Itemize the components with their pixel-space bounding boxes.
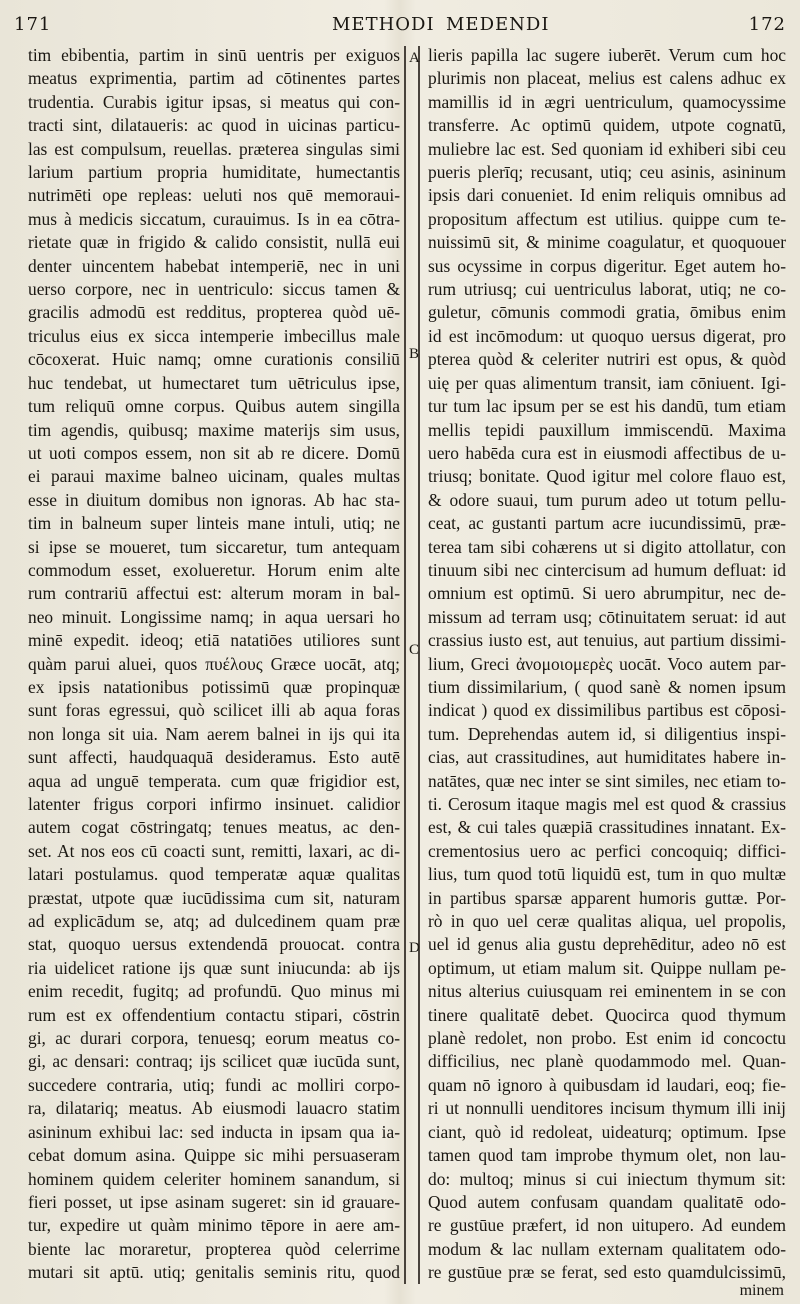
text-line: triusq; bonitate. Quod igitur mel colore flauo est, [428,466,786,487]
text-line: id est incōmodum: ut quoquo uersus digerat, pro [428,325,786,346]
text-line: terea tam sibi cohærens ut si digito attollatur, con [428,536,786,557]
text-line: cōcoxerat. Huic namq; omne curationis consiliū [28,349,400,370]
text-line: pueris plerīq; recusant, utiq; ceu asinis, asininum [428,162,786,183]
text-line: denter uincentem habebat intemperiē, nec in uni [28,255,400,276]
text-line: re gustūue præfert, id non uitupero. Ad eundem [428,1215,786,1236]
text-line: est, & cui tales quæpiā crassitudines innatant. Ex- [428,817,786,838]
text-line: tim ebibentia, partim in sinū uentris per exiguos [28,45,400,65]
text-line: rò in quo uel ceræ qualitas aliqua, uel propolis, [428,911,786,932]
text-line: trudentia. Curabis igitur ipsas, si meatus qui con- [28,91,400,112]
text-line: ciant, quò id redoleat, uideaturq; optimum. Ipse [428,1121,786,1142]
text-line: do: multoq; minus si cui iniectum thymum sit: [428,1168,786,1189]
text-line: rietate quæ in frigido & calido consistit, nullā eui [28,232,400,253]
text-line: nutrimēti ope repleas: ueluti nos quē memoraui- [28,185,400,206]
text-line: sunt affecti, haudquaquā desideramus. Esto autē [28,747,400,768]
text-line: pterea quòd & celeriter nutriri est opus, & quòd [428,349,786,370]
text-line: sunt foras egressui, quò scilicet illi ab aqua foras [28,700,400,721]
text-line: meatus exprimentia, partim ad cōtinentes partes [28,68,400,89]
text-line: non longa sit uia. Nam aerem balnei in ijs qui ita [28,723,400,744]
text-line: fieri posset, ut ipse asinam sugeret: sin id grauare- [28,1191,400,1212]
text-line: aqua ad unguē temperata. cum quæ frigidior est, [28,770,400,791]
text-line: mutari sit aptū. utiq; genitalis seminis ritu, quod [28,1262,400,1283]
text-line: lius, tum quod totū liquidū est, tum in quo multæ [428,864,786,885]
text-line: set. At nos eos cū coacti sunt, remitti, laxari, ac di- [28,840,400,861]
text-line: rum utriusq; cui uentriculus laborat, utiq; ne co- [428,279,786,300]
text-line: nitus alterius cuiusquam rei eminentem in se con [428,981,786,1002]
text-line: indicat ) quod ex dissimilibus partibus est cōposi- [428,700,786,721]
text-line: succedere contraria, utiq; fundi ac molliri corpo- [28,1074,400,1095]
text-line: ad explicādum se, atq; ad dulcedinem quam præ [28,911,400,932]
text-line: enim recedit, fugitq; ad profundū. Quo minus mi [28,981,400,1002]
text-line: difficilius, nec planè quodammodo mel. Quan- [428,1051,786,1072]
page-number-left: 171 [14,14,52,35]
text-line: tracti sint, dilataueris: ac quod in uicinas particu- [28,115,400,136]
text-line: ria uidelicet ratione ijs quæ sunt iniucunda: ab ijs [28,957,400,978]
text-line: missum ad terram usq; cōtinuitatem seruat: id aut [428,606,786,627]
text-line: ut uoti compos essem, non sit ab re dicere. Domū [28,442,400,463]
text-line: Quod autem confusam quandam qualitatē odo- [428,1191,786,1212]
text-line: mamillis id in ægri uentriculum, quamocyssime [428,91,786,112]
text-line: tum. Deprehendas autem id, si diligentius inspi- [428,723,786,744]
text-line: lieris papilla lac sugere iuberēt. Verum cum hoc [428,45,786,65]
catchword: minem [739,1282,784,1299]
text-line: tum reliquū omne corpus. Quibus autem singilla [28,396,400,417]
text-line: gi, ac durari corpora, tenuesq; eorum meatus co- [28,1028,400,1049]
text-line: crementosius uero ac perfici concoquiq; diffici- [428,840,786,861]
text-line: ex ipsis natationibus potissimū quæ propinquæ [28,676,400,697]
running-title-left: METHODI [332,14,435,35]
text-line: commodum esset, exolueretur. Horum enim alte [28,559,400,580]
text-line: uię per quas alimentum transit, iam cōniuent. Igi- [428,372,786,393]
text-line: tim agendis, quibusq; maxime materijs sim usus, [28,419,400,440]
text-line: quàm parui aluei, quos πυέλους Græce uocāt, atq; [28,653,400,674]
running-title-right: MEDENDI [446,14,550,35]
text-line: re gustūue præ se ferat, sed esto quamdulcissimū, [428,1262,786,1283]
text-line: uerso corpore, nec in uentriculo: siccus tamen & [28,279,400,300]
margin-letter-d: D [409,940,420,956]
text-line: in partibus sparsæ apparent humoris guttæ. Por- [428,887,786,908]
text-line: minē expedit. ideoq; etiā natatiōes utiliores sunt [28,630,400,651]
text-line: hominem quidem celeriter hominem sanandum, si [28,1168,400,1189]
text-line: tur tum lac ipsum per se est his dandū, tum etiam [428,396,786,417]
text-line: tim in balneum super linteis mane intuli, utiq; ne [28,513,400,534]
text-line: larium partium propria humiditate, humectantis [28,162,400,183]
text-line: omnium est optimū. Si uero abrumpitur, nec de- [428,583,786,604]
text-line: asininum exhibui lac: sed inducta in ipsam qua ia- [28,1121,400,1142]
text-line: guletur, cōmunis commodi gratia, ōmibus enim [428,302,786,323]
text-line: gracilis admodū est redditus, propterea quòd uē- [28,302,400,323]
text-line: nuissimū sit, & minime coagulatur, et quoquouer [428,232,786,253]
text-line: esse in diuitum domibus non ignoras. Ab hac sta- [28,489,400,510]
text-line: mus à medicis siccatum, curauimus. Is in ea cōtra- [28,208,400,229]
right-text-column [428,44,786,1284]
text-line: huc tendebat, ut humectaret tum uētriculus ipse, [28,372,400,393]
text-line: gi, ac densari: contraq; ijs scilicet quæ iucūda sunt, [28,1051,400,1072]
text-line: ra, dilatariq; meatus. Ab eiusmodi lauacro statim [28,1098,400,1119]
text-line: crassius iusto est, aut tenuius, aut partium dissimi- [428,630,786,651]
text-line: lium, Greci ἀνομοιομερὲς uocāt. Voco autem par- [428,653,786,674]
text-line: propositum affectum est utilius. quippe cum te- [428,208,786,229]
margin-letter-c: C [409,642,420,658]
text-line: biente lac moraretur, propterea quòd celerrime [28,1238,400,1259]
text-line: præstat, utpote quæ iucūdissima cum sit, naturam [28,887,400,908]
text-line: optimum, ut etiam malum sit. Quippe nullam pe- [428,957,786,978]
text-line: transferre. Ac optimū quidem, utpote cognatū, [428,115,786,136]
page-number-right: 172 [748,14,786,35]
text-line: & odore suaui, tum purum adeo ut totum pellu- [428,489,786,510]
text-line: tium dissimilarium, ( quod sanè & nomen ipsum [428,676,786,697]
text-line: muliebre lac est. Sed quoniam id exhiberi sibi ceu [428,138,786,159]
running-header [14,14,786,40]
text-line: rum est ex offendentium contactu stipari, cōstrin [28,1004,400,1025]
text-line: ceat, ac gustanti partum acre iucundissimū, præ- [428,513,786,534]
text-line: cebat domum asina. Quippe sic mihi persuaseram [28,1145,400,1166]
text-line: triculus eius ex sicca intemperie imbecillus male [28,325,400,346]
text-line: ei paraui maxime balneo uicinam, quales multas [28,466,400,487]
text-line: sus ocyssime in corpus digeritur. Eget autem ho- [428,255,786,276]
text-line: neo minuit. Longissime namq; in aqua uersari ho [28,606,400,627]
text-line: autem cogat cōstringatq; tenues meatus, ac den- [28,817,400,838]
text-line: natātes, quæ nec inter se sint similes, nec etiam to- [428,770,786,791]
text-line: las est compulsum, reuellas. præterea singulas simi [28,138,400,159]
margin-letter-a: A [409,50,420,66]
text-line: uero habēda cura est in eiusmodi affectibus de u- [428,442,786,463]
text-line: tinere qualitatē debet. Quocirca quod thymum [428,1004,786,1025]
text-line: tur, expedire ut quàm minimo tēpore in aere am- [28,1215,400,1236]
text-line: modum & lac nullam externam qualitatem odo- [428,1238,786,1259]
text-line: latari postulamus. quod temperatæ aquæ qualitas [28,864,400,885]
text-line: ti. Cerosum itaque magis mel est quod & crassius [428,794,786,814]
text-line: stat, quoquo uersus extendendā prouocat. contra [28,934,400,955]
left-text-column [28,44,400,1284]
text-line: uel id genus alia gustu deprehēditur, adeo nō est [428,934,786,955]
text-line: tinuum sibi nec cintercisum ad humum defluat: id [428,559,786,580]
text-line: rum contrariū affectui est: alterum moram in bal- [28,583,400,604]
text-line: latenter frigus corpori infirmo insinuet. calidior [28,794,400,814]
text-line: plurimis non placeat, melius est calens adhuc ex [428,68,786,89]
text-line: mellis tepidi pauxillum immiscendū. Maxima [428,419,786,440]
text-line: cias, aut crassitudines, aut humiditates habere in- [428,747,786,768]
margin-gutter [401,44,421,1284]
text-line: ipsis dari conueniet. Id enim reliquis omnibus ad [428,185,786,206]
text-line: tamen quod tam improbe thymum olet, non lau- [428,1145,786,1166]
margin-letter-b: B [409,346,420,362]
text-line: quam nō ignoro à quibusdam id laudari, eoq; fie- [428,1074,786,1095]
text-line: si ipse se moueret, tum siccaretur, tum antequam [28,536,400,557]
text-line: ri ut nonnulli uenditores incisum thymum illi inij [428,1098,786,1119]
text-line: planè redolet, non probo. Est enim id concoctu [428,1028,786,1049]
